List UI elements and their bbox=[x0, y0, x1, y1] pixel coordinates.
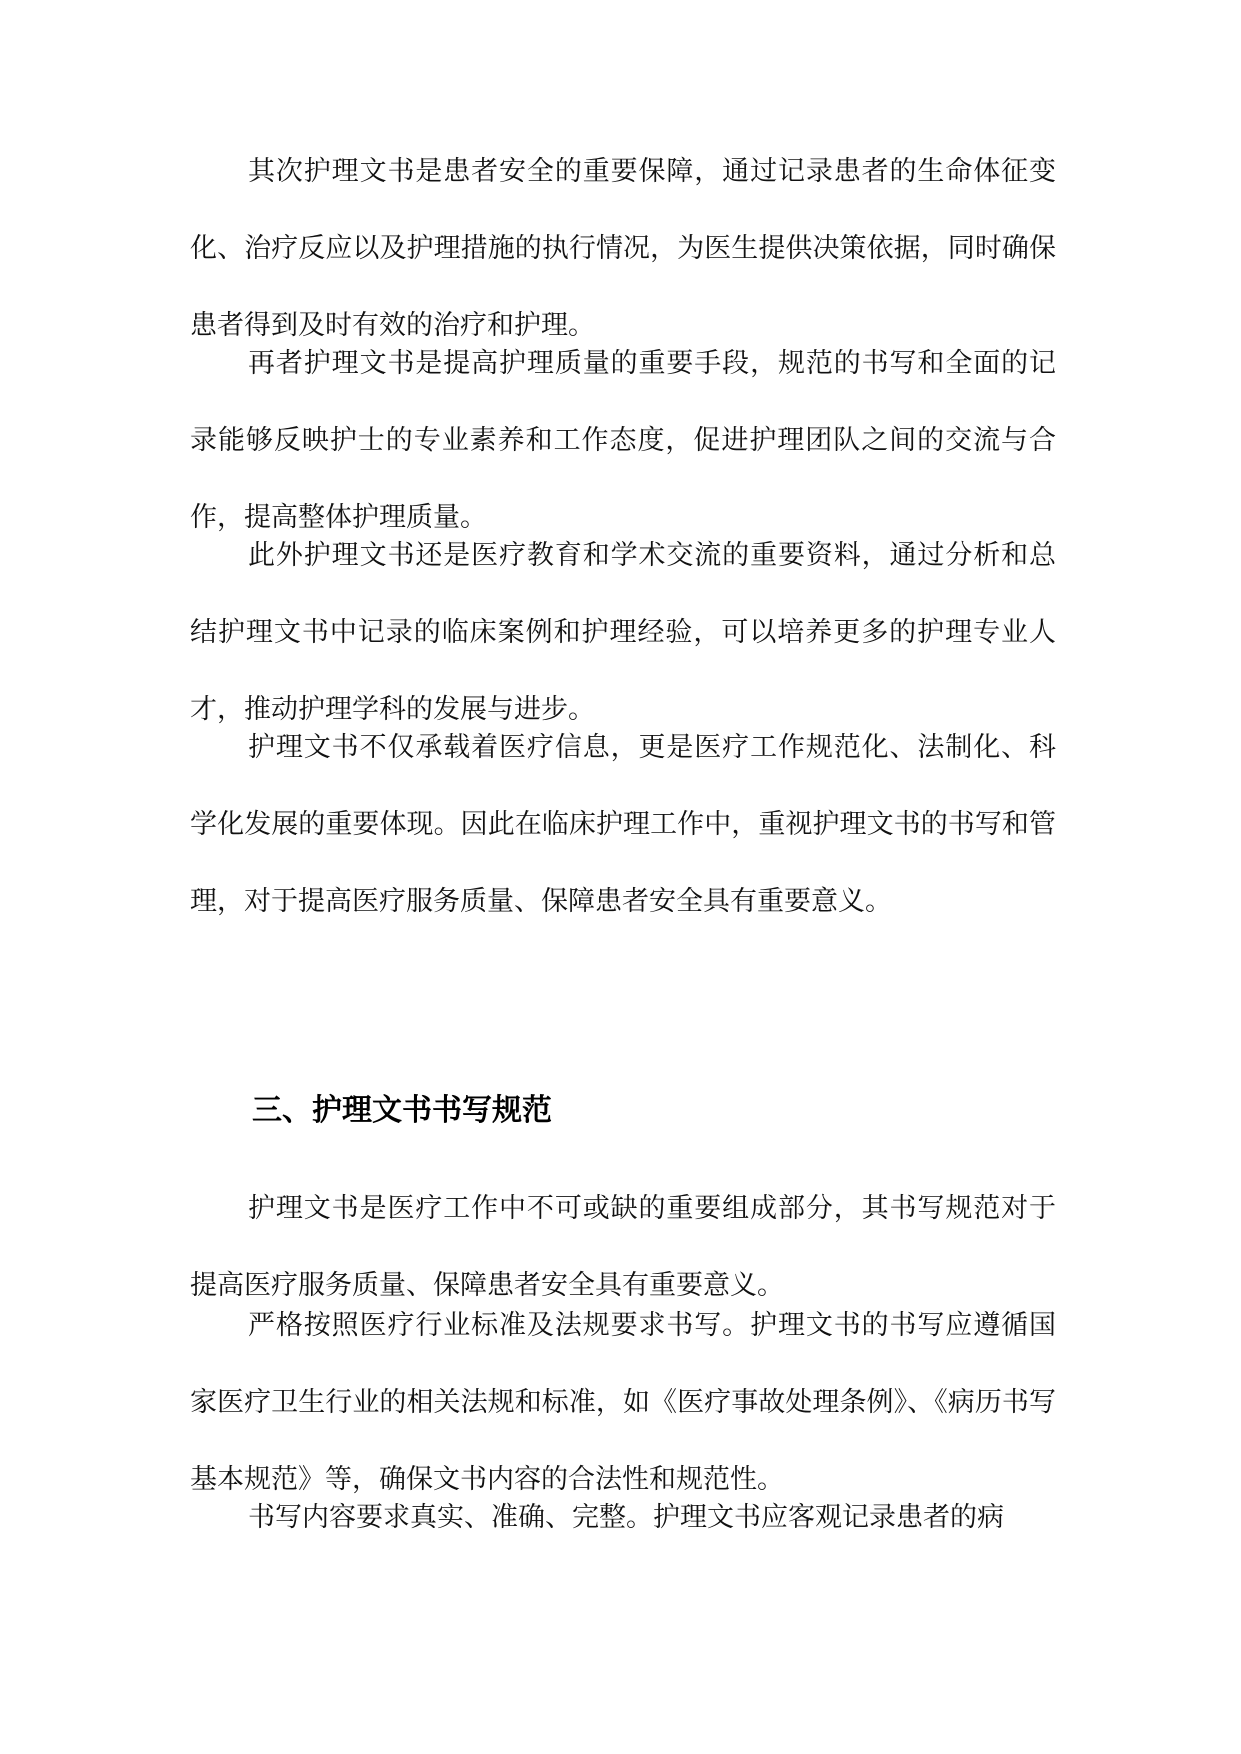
paragraph-education-resource: 此外护理文书还是医疗教育和学术交流的重要资料，通过分析和总结护理文书中记录的临床案例和护理经验，可以培养更多的护理专业人才，推动护理学科的发展与进步。 bbox=[190, 540, 1056, 725]
paragraph-significance: 护理文书不仅承载着医疗信息，更是医疗工作规范化、法制化、科学化发展的重要体现。因此在临床护理工作中，重视护理文书的书写和管理，对于提高医疗服务质量、保障患者安全具有重要意义。 bbox=[190, 732, 1056, 917]
paragraph-intro-norms: 护理文书是医疗工作中不可或缺的重要组成部分，其书写规范对于提高医疗服务质量、保障患者安全具有重要意义。 bbox=[190, 1193, 1056, 1301]
paragraph-patient-safety: 其次护理文书是患者安全的重要保障，通过记录患者的生命体征变化、治疗反应以及护理措施的执行情况，为医生提供决策依据，同时确保患者得到及时有效的治疗和护理。 bbox=[190, 156, 1056, 341]
paragraph-content-requirements: 书写内容要求真实、准确、完整。护理文书应客观记录患者的病 bbox=[248, 1502, 1004, 1533]
paragraph-regulations: 严格按照医疗行业标准及法规要求书写。护理文书的书写应遵循国家医疗卫生行业的相关法规和标准，如《医疗事故处理条例》、《病历书写基本规范》等，确保文书内容的合法性和规范性。 bbox=[190, 1310, 1056, 1495]
paragraph-nursing-quality: 再者护理文书是提高护理质量的重要手段，规范的书写和全面的记录能够反映护士的专业素养和工作态度，促进护理团队之间的交流与合作，提高整体护理质量。 bbox=[190, 348, 1056, 533]
section-heading: 三、护理文书书写规范 bbox=[252, 1093, 552, 1128]
